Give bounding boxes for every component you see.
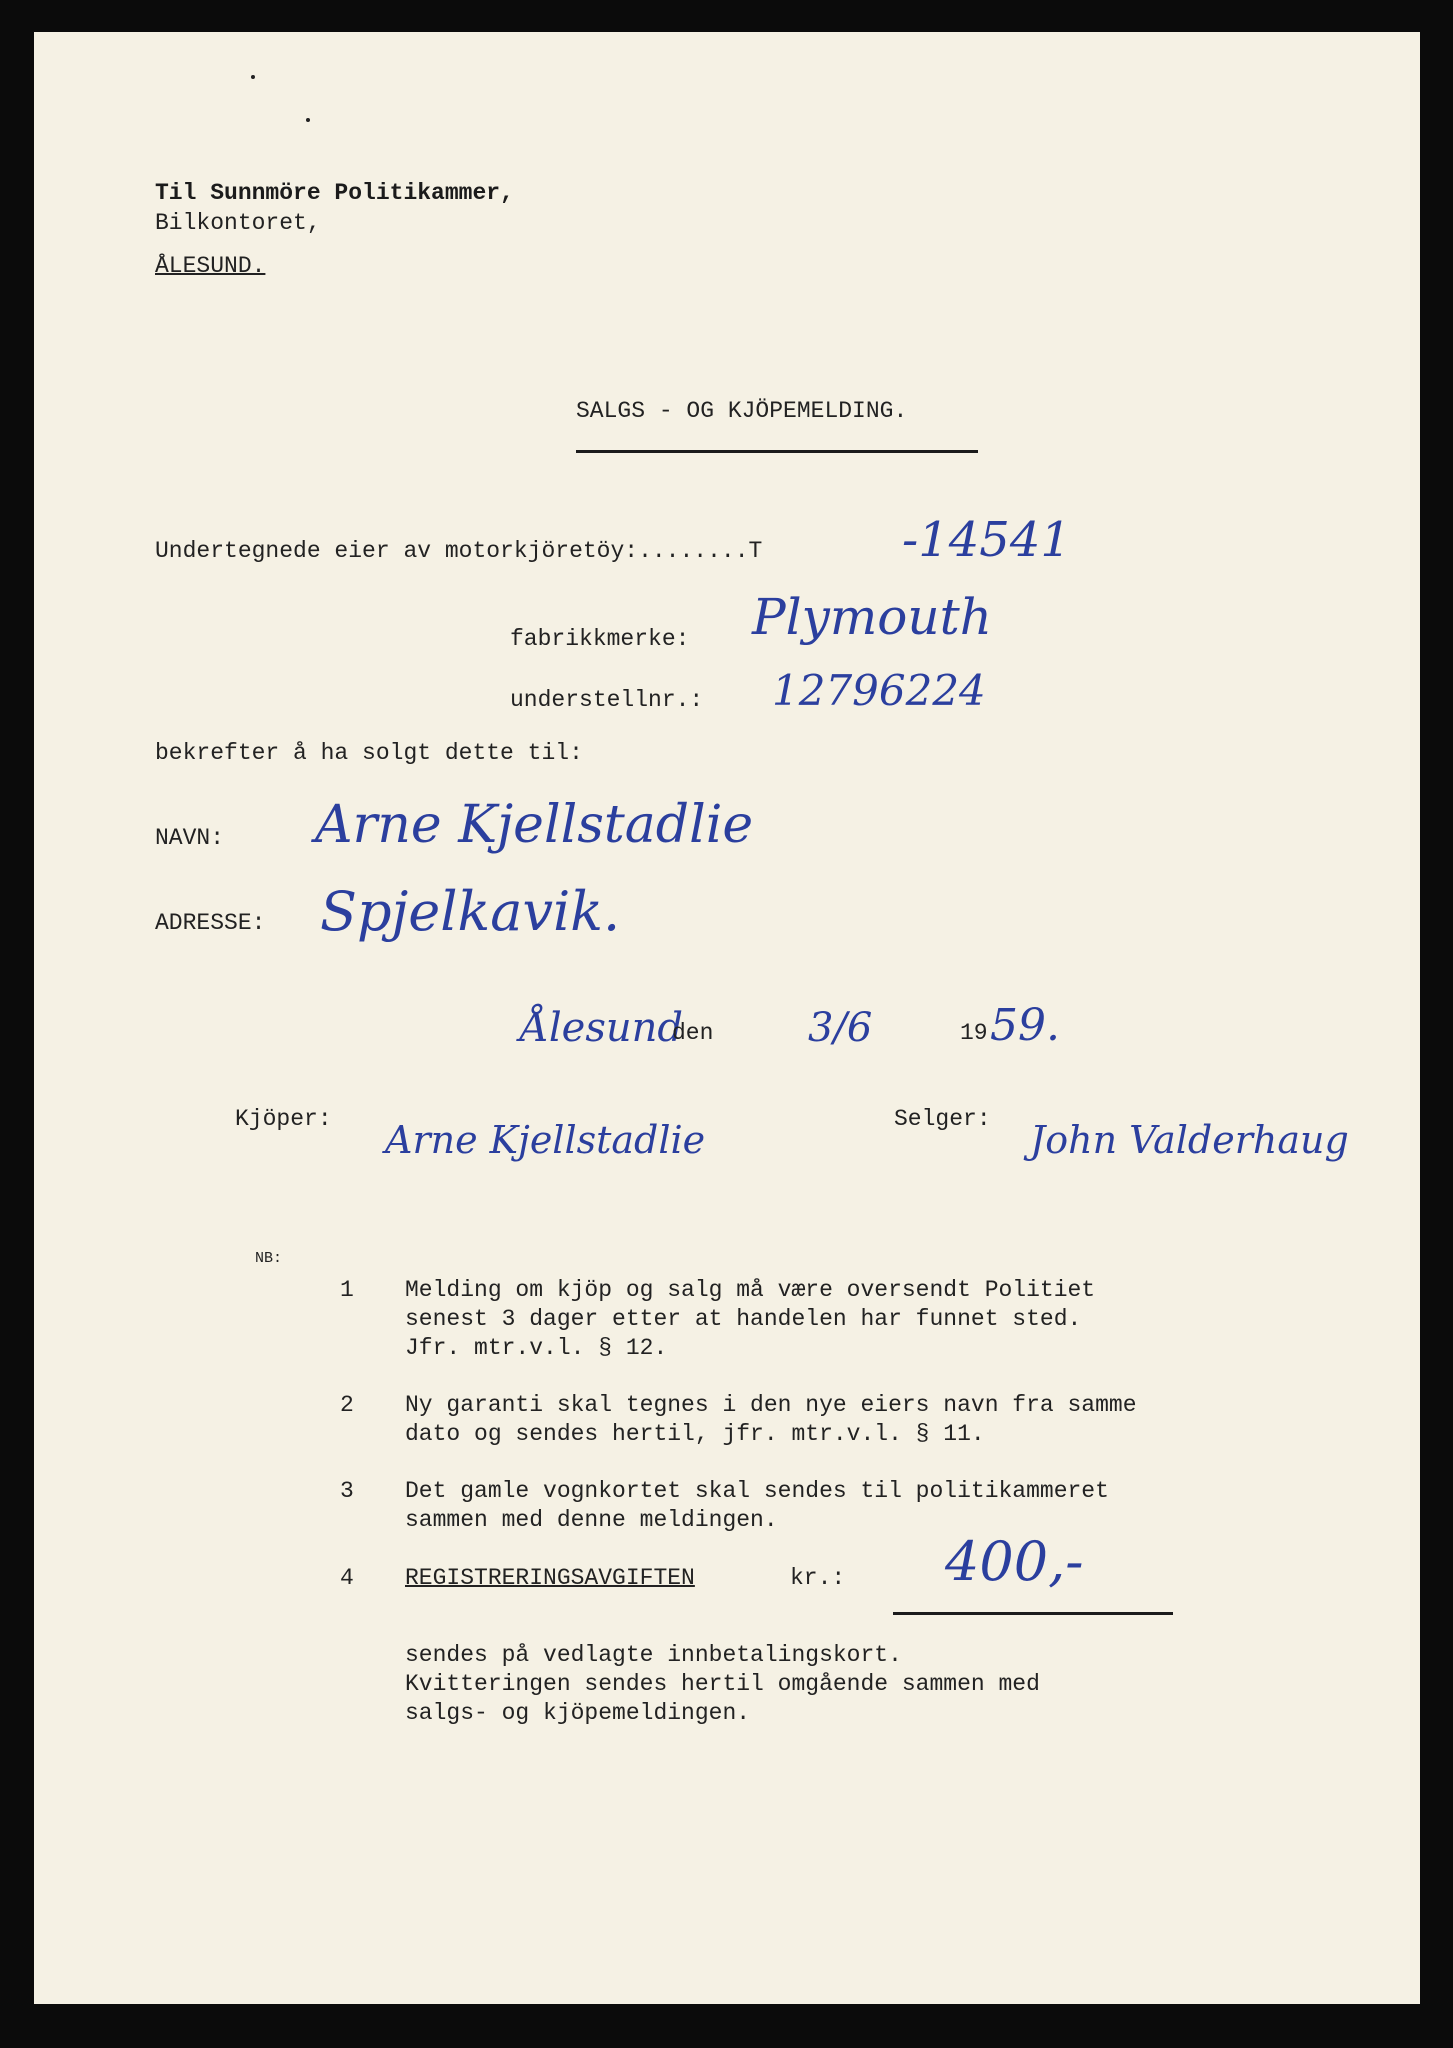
note-line: dato og sendes hertil, jfr. mtr.v.l. § 11. xyxy=(405,1421,985,1447)
form-title: SALGS - OG KJÖPEMELDING. xyxy=(576,398,908,424)
nb-label: NB: xyxy=(255,1250,283,1267)
note-number: 3 xyxy=(340,1478,354,1504)
buyer-signature: Arne Kjellstadlie xyxy=(385,1118,706,1162)
note-line: sammen med denne meldingen. xyxy=(405,1507,778,1533)
recipient-line2: Bilkontoret, xyxy=(155,210,321,236)
fee-label: REGISTRERINGSAVGIFTEN xyxy=(405,1565,695,1591)
note-line: Ny garanti skal tegnes i den nye eiers navn fra samme xyxy=(405,1392,1137,1418)
footer-line: salgs- og kjöpemeldingen. xyxy=(405,1700,751,1726)
note-number: 1 xyxy=(340,1277,354,1303)
ink-speck xyxy=(251,75,255,79)
note-line: Melding om kjöp og salg må være oversendt Politiet xyxy=(405,1277,1096,1303)
owner-label: Undertegnede eier av motorkjöretöy:........T xyxy=(155,538,763,564)
seller-signature: John Valderhaug xyxy=(1030,1118,1349,1162)
title-underline xyxy=(576,450,978,453)
note-number: 4 xyxy=(340,1565,354,1591)
sold-to-label: bekrefter å ha solgt dette til: xyxy=(155,740,583,766)
den-label: den xyxy=(672,1020,714,1046)
buyer-name: Arne Kjellstadlie xyxy=(315,795,754,855)
buyer-address: Spjelkavik. xyxy=(320,880,621,943)
make-value: Plymouth xyxy=(752,588,992,646)
chassis-value: 12796224 xyxy=(772,666,986,715)
place: Ålesund xyxy=(520,1005,684,1051)
ink-speck xyxy=(306,118,310,122)
fee-amount-underline xyxy=(893,1612,1173,1615)
name-label: NAVN: xyxy=(155,825,225,851)
recipient-line1: Til Sunnmöre Politikammer, xyxy=(155,180,514,206)
fee-kr-label: kr.: xyxy=(790,1565,846,1591)
footer-line: sendes på vedlagte innbetalingskort. xyxy=(405,1642,902,1668)
chassis-label: understellnr.: xyxy=(510,687,704,713)
year-prefix: 19 xyxy=(960,1020,988,1046)
note-line: Jfr. mtr.v.l. § 12. xyxy=(405,1335,668,1361)
buyer-label: Kjöper: xyxy=(235,1106,332,1132)
note-line: senest 3 dager etter at handelen har funnet sted. xyxy=(405,1306,1082,1332)
seller-label: Selger: xyxy=(894,1106,991,1132)
date-day-month: 3/6 xyxy=(808,1005,873,1051)
recipient-city: ÅLESUND. xyxy=(155,253,266,279)
footer-line: Kvitteringen sendes hertil omgående sammen med xyxy=(405,1671,1040,1697)
note-line: Det gamle vognkortet skal sendes til politikammeret xyxy=(405,1478,1109,1504)
registration-number: -14541 xyxy=(902,512,1071,568)
year-suffix: 59. xyxy=(990,1000,1060,1051)
make-label: fabrikkmerke: xyxy=(510,626,690,652)
note-number: 2 xyxy=(340,1392,354,1418)
address-label: ADRESSE: xyxy=(155,910,266,936)
fee-amount: 400,- xyxy=(945,1530,1084,1593)
